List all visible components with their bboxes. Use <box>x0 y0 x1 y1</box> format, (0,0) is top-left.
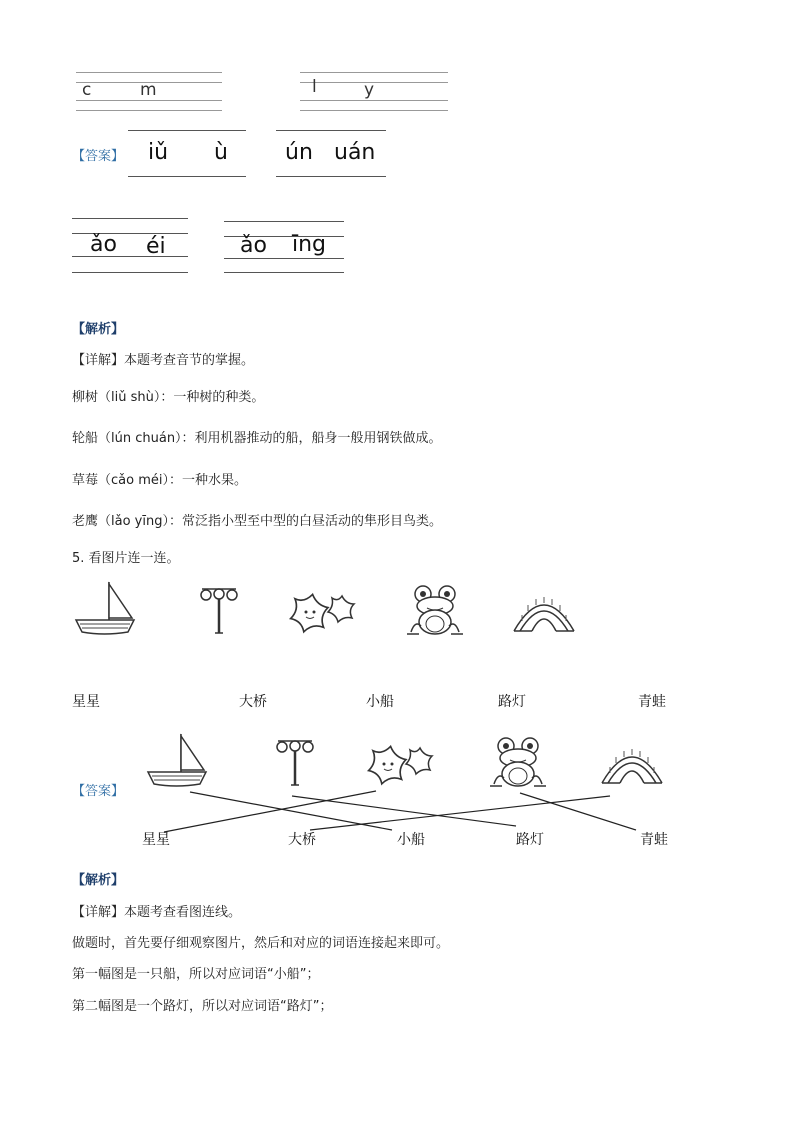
analysis-line: 草莓（cǎo méi）：一种水果。 <box>72 473 247 488</box>
word-label: 星星 <box>142 832 170 848</box>
word-label: 青蛙 <box>640 832 668 848</box>
analysis-heading: 【解析】 <box>72 873 125 888</box>
answer-pinyin: ǎo <box>90 232 117 257</box>
line-bridge-to-daqiao <box>310 796 610 830</box>
analysis-detail: 【详解】本题考查音节的掌握。 <box>72 353 255 368</box>
analysis-line: 柳树（liǔ shù）：一种树的种类。 <box>72 390 265 405</box>
analysis-line: 做题时，首先要仔细观察图片，然后和对应的词语连接起来即可。 <box>72 936 450 951</box>
answer-pinyin: uán <box>334 140 376 165</box>
answer-pinyin: ún <box>285 140 313 165</box>
pinyin-letter: l <box>312 77 317 97</box>
analysis-detail: 【详解】本题考查看图连线。 <box>72 905 242 920</box>
word-label: 小船 <box>397 832 425 848</box>
line-frog-to-qingwa <box>520 793 636 830</box>
word-label: 路灯 <box>516 832 544 848</box>
word-label: 小船 <box>366 694 394 710</box>
answer-tag: 【答案】 <box>72 784 125 799</box>
answer-pinyin: īng <box>292 232 327 257</box>
answer-pinyin: iǔ <box>148 140 169 165</box>
word-label: 星星 <box>72 694 100 710</box>
pinyin-letter: c <box>82 80 92 100</box>
answer-pinyin: éi <box>146 234 166 259</box>
answer-pinyin: ù <box>214 140 228 165</box>
analysis-line: 老鹰（lǎo yīng）：常泛指小型至中型的白昼活动的隼形目鸟类。 <box>72 514 442 529</box>
analysis-line: 轮船（lún chuán）：利用机器推动的船，船身一般用钢铁做成。 <box>72 431 442 446</box>
word-label: 大桥 <box>288 832 316 848</box>
answer-pinyin: ǎo <box>240 233 267 258</box>
question-title: 5. 看图片连一连。 <box>72 551 180 566</box>
word-label: 青蛙 <box>638 694 666 710</box>
word-label: 大桥 <box>239 694 267 710</box>
analysis-heading: 【解析】 <box>72 322 125 337</box>
analysis-line: 第一幅图是一只船，所以对应词语“小船”； <box>72 967 320 982</box>
analysis-line: 第二幅图是一个路灯，所以对应词语“路灯”； <box>72 999 333 1014</box>
pinyin-letter: y <box>364 80 375 100</box>
word-label: 路灯 <box>498 694 526 710</box>
answer-tag: 【答案】 <box>72 149 125 164</box>
pinyin-letter: m <box>140 80 157 100</box>
